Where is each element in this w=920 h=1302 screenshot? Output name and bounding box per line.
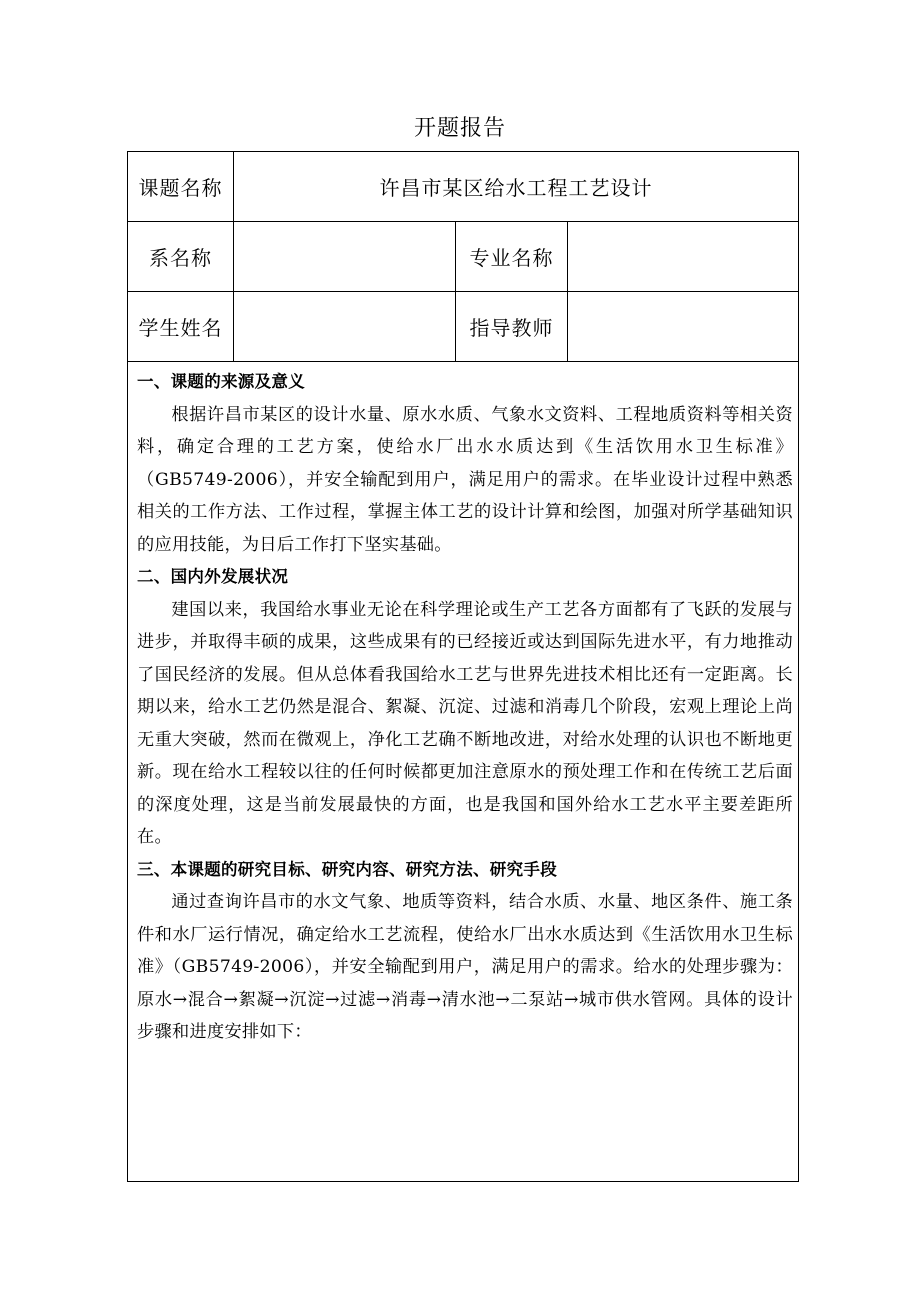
student-name-label: 学生姓名 [138,316,223,340]
topic-label: 课题名称 [138,176,223,200]
proposal-form [127,151,799,1182]
proposal-content [137,366,793,1049]
section-heading: 一、课题的来源及意义 [137,372,305,391]
major-label: 专业名称 [469,246,554,270]
topic-value: 许昌市某区给水工程工艺设计 [379,176,653,200]
department-label: 系名称 [149,246,212,270]
document-title: 开题报告 [413,116,506,141]
student-name-value [234,292,455,361]
section-heading: 三、本课题的研究目标、研究内容、研究方法、研究手段 [137,859,557,879]
advisor-value [568,292,798,361]
section-paragraph: 根据许昌市某区的设计水量、原水水质、气象水文资料、工程地质资料等相关资料，确定合理的工艺方案，使给水厂出水水质达到《生活饮用水卫生标准》（GB5749-2006），并安全输配到用户，满足用户的需求。在毕业设计过程中熟悉相关的工作方法、工作过程，掌握主体工艺的设计计算和绘图，加强对所学基础知识的应用技能，为日后工作打下坚实基础。 [137,404,793,555]
advisor-label: 指导教师 [469,316,554,340]
section-heading: 二、国内外发展状况 [137,567,289,586]
section-paragraph: 通过查询许昌市的水文气象、地质等资料，结合水质、水量、地区条件、施工条件和水厂运行情况，确定给水工艺流程，使给水厂出水水质达到《生活饮用水卫生标准》（GB5749-2006），并安全输配到用户，满足用户的需求。给水的处理步骤为：原水→混合→絮凝→沉淀→过滤→消毒→清水池→二泵站→城市供水管网。具体的设计步骤和进度安排如下： [137,892,793,1042]
major-value [568,222,798,291]
section-paragraph: 建国以来，我国给水事业无论在科学理论或生产工艺各方面都有了飞跃的发展与进步，并取得丰硕的成果，这些成果有的已经接近或达到国际先进水平，有力地推动了国民经济的发展。但从总体看我国给水工艺与世界先进技术相比还有一定距离。长期以来，给水工艺仍然是混合、絮凝、沉淀、过滤和消毒几个阶段，宏观上理论上尚无重大突破，然而在微观上，净化工艺确不断地改进，对给水处理的认识也不断地更新。现在给水工程较以往的任何时候都更加注意原水的预处理工作和在传统工艺后面的深度处理，这是当前发展最快的方面，也是我国和国外给水工艺水平主要差距所在。 [137,599,793,847]
row-divider [128,361,798,362]
department-value [234,222,455,291]
